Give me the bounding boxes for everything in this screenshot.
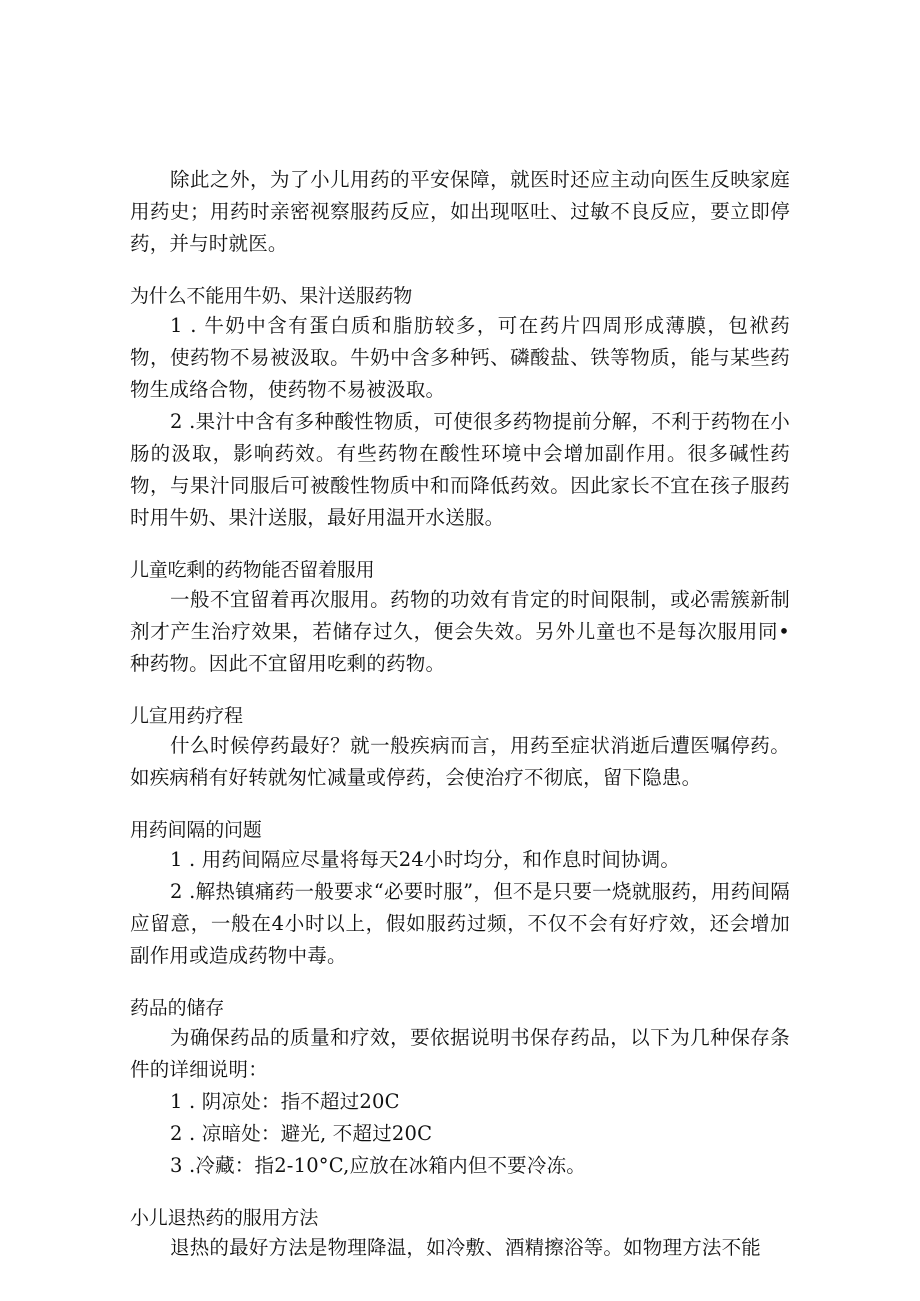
section-fever-medicine	[130, 1204, 790, 1264]
section-milk-juice	[130, 282, 790, 534]
section-heading: 儿童吃剩的药物能否留着服用	[130, 559, 375, 581]
storage-list-item: 1 . 阴凉处：指不超过20C	[170, 1090, 400, 1113]
section-paragraph: 1 . 用药间隔应尽量将每天24小时均分，和作息时间协调。	[170, 848, 681, 871]
storage-list-item: 3 .冷藏：指2-10°C,应放在冰箱内但不要冷冻。	[170, 1154, 586, 1177]
section-paragraph: 1 . 牛奶中含有蛋白质和脂肪较多，可在药片四周形成薄膜，包袱药物，使药物不易被汲取。牛奶中含多种钙、磷酸盐、铁等物质，能与某些药物生成络合物，使药物不易被汲取。	[130, 314, 790, 401]
document-page	[130, 164, 790, 1264]
section-paragraph: 2 .解热镇痛药一般要求“必要时服”，但不是只要一烧就服药，用药间隔应留意，一般在4小时以上，假如服药过频，不仅不会有好疗效，还会增加副作用或造成药物中毒。	[130, 880, 790, 967]
section-leftover-medicine	[130, 556, 790, 680]
section-heading: 儿宣用药疗程	[130, 705, 243, 727]
section-heading: 为什么不能用牛奶、果汁送服药物	[130, 285, 413, 307]
section-paragraph: 2 .果汁中含有多种酸性物质，可使很多药物提前分解，不利于药物在小肠的汲取，影响药效。有些药物在酸性环境中会增加副作用。很多碱性药物，与果汁同服后可被酸性物质中和而降低药效。因此家长不宜在孩子服药时用牛奶、果汁送服，最好用温开水送服。	[130, 410, 790, 529]
section-heading: 小儿退热药的服用方法	[130, 1207, 319, 1229]
storage-list-item: 2 . 凉暗处：避光, 不超过20C	[170, 1122, 433, 1145]
intro-section	[130, 164, 790, 260]
intro-paragraph: 除此之外，为了小儿用药的平安保障，就医时还应主动向医生反映家庭用药史；用药时亲密视察服药反应，如出现呕吐、过敏不良反应，要立即停药，并与时就医。	[130, 168, 790, 255]
section-paragraph: 退热的最好方法是物理降温，如冷敷、酒精擦浴等。如物理方法不能	[170, 1236, 762, 1259]
section-paragraph: 一般不宜留着再次服用。药物的功效有肯定的时间限制，或必需簇新制剂才产生治疗效果，若储存过久，便会失效。另外儿童也不是每次服用同•种药物。因此不宜留用吃剩的药物。	[130, 588, 790, 675]
section-paragraph: 为确保药品的质量和疗效，要依据说明书保存药品，以下为几种保存条件的详细说明：	[130, 1026, 790, 1081]
section-dosing-interval	[130, 816, 790, 972]
section-heading: 药品的储存	[130, 997, 225, 1019]
section-paragraph: 什么时候停药最好？就一般疾病而言，用药至症状消逝后遭医嘱停药。如疾病稍有好转就匆忙减量或停药，会使治疗不彻底，留下隐患。	[130, 734, 790, 789]
section-heading: 用药间隔的问题	[130, 819, 262, 841]
section-treatment-course	[130, 702, 790, 794]
section-drug-storage	[130, 994, 790, 1182]
